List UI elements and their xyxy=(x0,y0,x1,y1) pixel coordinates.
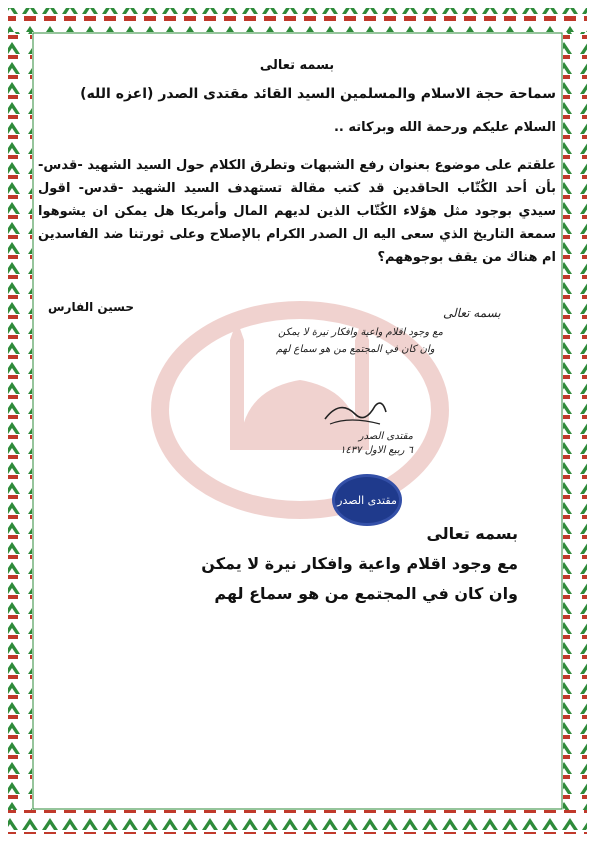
handwritten-salutation: بسمه تعالى xyxy=(443,306,501,320)
typed-salutation: بسمه تعالى xyxy=(426,524,518,543)
letter-body: علقتم على موضوع بعنوان رفع الشبهات وتطرق الكلام حول السيد الشهيد -قدس- بأن أحد الكُتّاب الحاقدين قد كتب مقالة تستهدف السيد الشهيد -قدس- اقول سيدي بوجود مثل هؤلاء الكُتّاب الذين لديهم المال وأمريكا هل يمكن ان يشوهوا سمعة التاريخ الذي سعى اليه ال الصدر الكرام بالإصلاح وعلى ثورتنا ضد الفاسدين ام هناك من يقف بوجوههم؟ xyxy=(38,158,556,265)
official-seal xyxy=(332,474,402,526)
signature-date: ٦ ربيع الاول ١٤٣٧ xyxy=(340,445,413,456)
letter-sender: حسين الفارس xyxy=(48,300,134,314)
handwritten-signature xyxy=(320,394,390,430)
letter-greeting: السلام عليكم ورحمة الله وبركاته .. xyxy=(333,120,556,135)
seal-text: مقتدى الصدر xyxy=(337,493,397,507)
handwritten-line-1: مع وجود اقلام واعية وافكار نيرة لا يمكن xyxy=(278,327,443,338)
handwritten-line-2: وان كان في المجتمع من هو سماع لهم xyxy=(276,344,435,355)
signature-block xyxy=(323,430,413,458)
letter-recipient: سماحة حجة الاسلام والمسلمين السيد القائد مقتدى الصدر (اعزه الله) xyxy=(80,86,556,102)
signature-name: مقتدى الصدر xyxy=(358,431,413,442)
typed-line-1: مع وجود اقلام واعية وافكار نيرة لا يمكن xyxy=(201,554,518,573)
typed-line-2: وان كان في المجتمع من هو سماع لهم xyxy=(214,584,518,603)
letter-salutation: بسمه تعالى xyxy=(259,58,335,73)
